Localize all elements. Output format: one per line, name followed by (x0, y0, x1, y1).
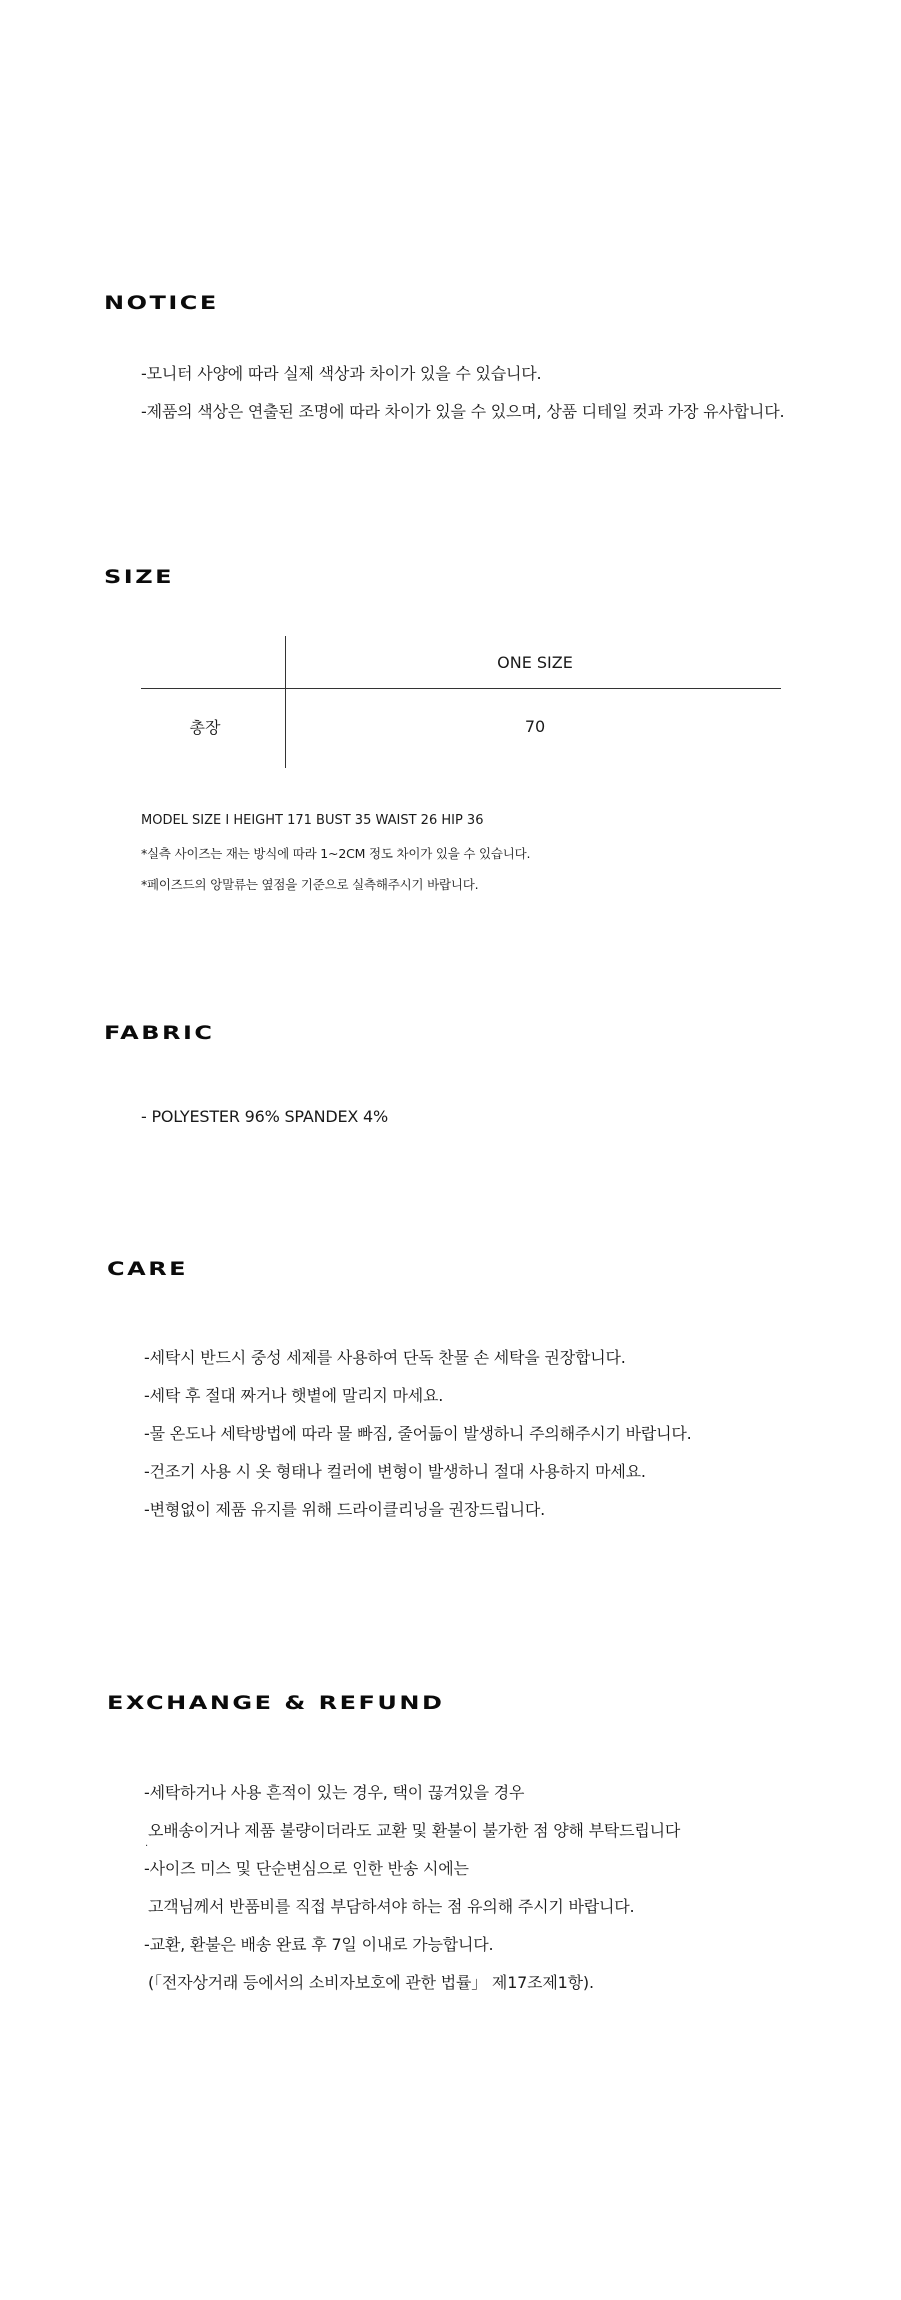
exchange-line: (「전자상거래 등에서의 소비자보호에 관한 법률」 제17조제1항). (148, 1973, 594, 1992)
exchange-line: -세탁하거나 사용 흔적이 있는 경우, 택이 끊겨있을 경우 (144, 1783, 525, 1802)
notice-line: -모니터 사양에 따라 실제 색상과 차이가 있을 수 있습니다. (141, 364, 542, 383)
care-line: -세탁시 반드시 중성 세제를 사용하여 단독 찬물 손 세탁을 권장합니다. (144, 1348, 626, 1367)
exchange-line: 고객님께서 반품비를 직접 부담하셔야 하는 점 유의해 주시기 바랍니다. (148, 1897, 635, 1916)
care-line: -물 온도나 세탁방법에 따라 물 빠짐, 줄어듦이 발생하니 주의해주시기 바랍니다. (144, 1424, 692, 1443)
fabric-composition: - POLYESTER 96% SPANDEX 4% (141, 1107, 389, 1126)
exchange-line: -사이즈 미스 및 단순변심으로 인한 반송 시에는 (144, 1859, 469, 1878)
model-size-info: MODEL SIZE I HEIGHT 171 BUST 35 WAIST 26 HIP 36 (141, 813, 484, 828)
table-vertical-divider (285, 636, 286, 768)
care-line: -변형없이 제품 유지를 위해 드라이클리닝을 권장드립니다. (144, 1500, 546, 1519)
size-value: 70 (524, 717, 546, 736)
fabric-heading: FABRIC (104, 1022, 215, 1044)
size-row-label: 총장 (189, 718, 221, 737)
size-column-header: ONE SIZE (497, 653, 573, 672)
exchange-refund-heading: EXCHANGE & REFUND (107, 1692, 445, 1714)
size-note: *페이즈드의 앙말류는 옆점을 기준으로 실측해주시기 바랍니다. (141, 877, 479, 892)
size-note: *실측 사이즈는 재는 방식에 따라 1~2CM 정도 차이가 있을 수 있습니다. (141, 846, 531, 861)
stray-dot: . (145, 1838, 149, 1849)
size-heading: SIZE (104, 566, 175, 588)
care-heading: CARE (107, 1258, 189, 1280)
care-line: -세탁 후 절대 짜거나 햇볕에 말리지 마세요. (144, 1386, 444, 1405)
care-line: -건조기 사용 시 옷 형태나 컬러에 변형이 발생하니 절대 사용하지 마세요. (144, 1462, 646, 1481)
exchange-line: -교환, 환불은 배송 완료 후 7일 이내로 가능합니다. (144, 1935, 494, 1954)
exchange-line: 오배송이거나 제품 불량이더라도 교환 및 환불이 불가한 점 양해 부탁드립니다 (148, 1821, 681, 1840)
notice-line: -제품의 색상은 연출된 조명에 따라 차이가 있을 수 있으며, 상품 디테일 컷과 가장 유사합니다. (141, 402, 785, 421)
notice-heading: NOTICE (104, 292, 219, 314)
table-horizontal-divider (141, 688, 781, 689)
